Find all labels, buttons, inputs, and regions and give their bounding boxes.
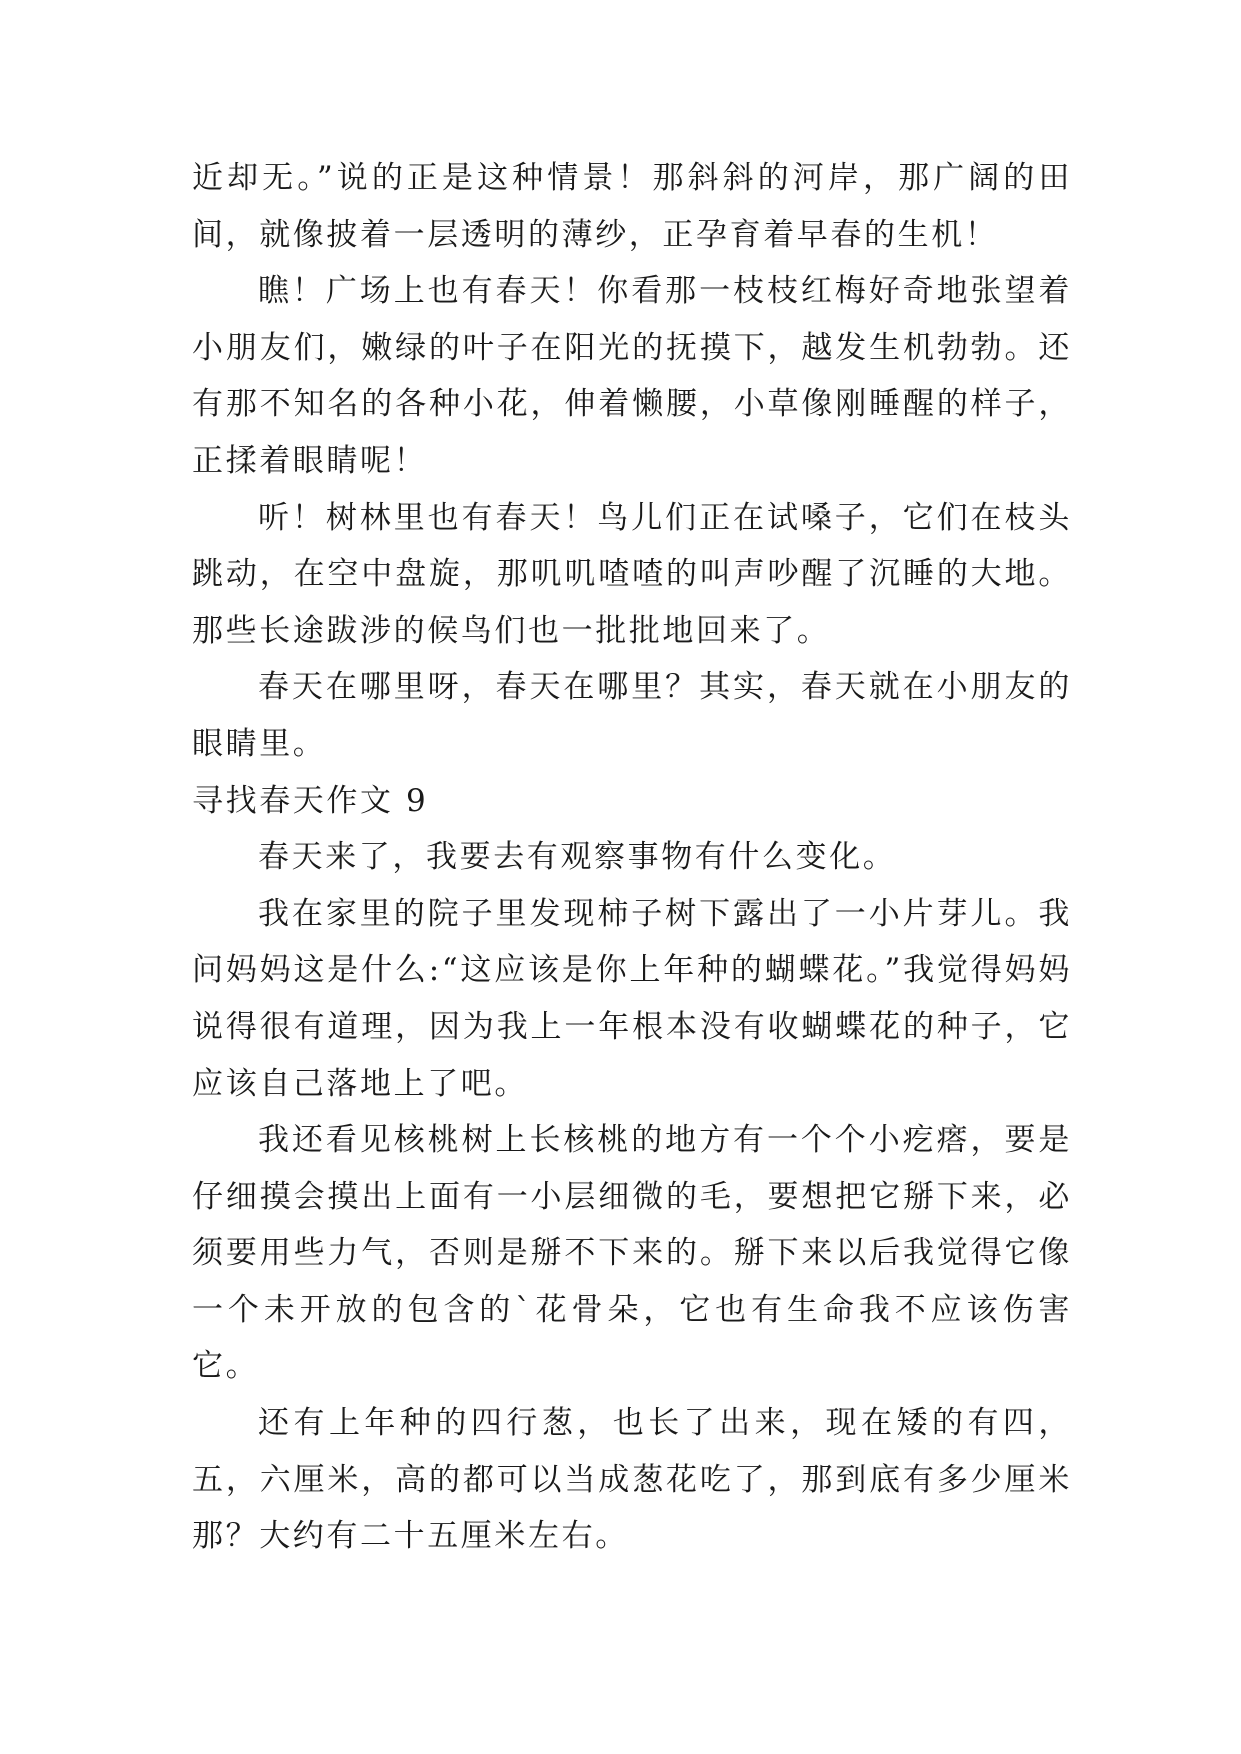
paragraph-walnut: 我还看见核桃树上长核桃的地方有一个个小疙瘩，要是仔细摸会摸出上面有一小层细微的毛，要想把它掰下来，必须要用些力气，否则是掰不下来的。掰下来以后我觉得它像一个未开放的包含的`花骨朵，它也有生命我不应该伤害它。 <box>192 1122 1072 1385</box>
paragraph-square: 瞧！广场上也有春天！你看那一枝枝红梅好奇地张望着小朋友们，嫩绿的叶子在阳光的抚摸下，越发生机勃勃。还有那不知名的各种小花，伸着懒腰，小草像刚睡醒的样子，正揉着眼睛呢！ <box>192 273 1072 479</box>
paragraph-forest: 听！树林里也有春天！鸟儿们正在试嗓子，它们在枝头跳动，在空中盘旋，那叽叽喳喳的叫声吵醒了沉睡的大地。那些长途跋涉的候鸟们也一批批地回来了。 <box>192 499 1072 649</box>
paragraph-where-is-spring: 春天在哪里呀，春天在哪里？其实，春天就在小朋友的眼睛里。 <box>192 669 1072 762</box>
document-page <box>192 150 1072 1565</box>
paragraph-yard: 我在家里的院子里发现柿子树下露出了一小片芽儿。我问妈妈这是什么:“这应该是你上年种的蝴蝶花。”我觉得妈妈说得很有道理，因为我上一年根本没有收蝴蝶花的种子，它应该自己落地上了吧。 <box>192 895 1072 1102</box>
essay-heading: 寻找春天作文 9 <box>192 782 429 819</box>
paragraph-scallion: 还有上年种的四行葱，也长了出来，现在矮的有四，五，六厘米，高的都可以当成葱花吃了，那到底有多少厘米那？大约有二十五厘米左右。 <box>192 1405 1072 1555</box>
paragraph-continuation: 近却无。”说的正是这种情景！那斜斜的河岸，那广阔的田间，就像披着一层透明的薄纱，正孕育着早春的生机！ <box>192 160 1072 253</box>
paragraph-spring-came: 春天来了，我要去有观察事物有什么变化。 <box>258 839 897 876</box>
